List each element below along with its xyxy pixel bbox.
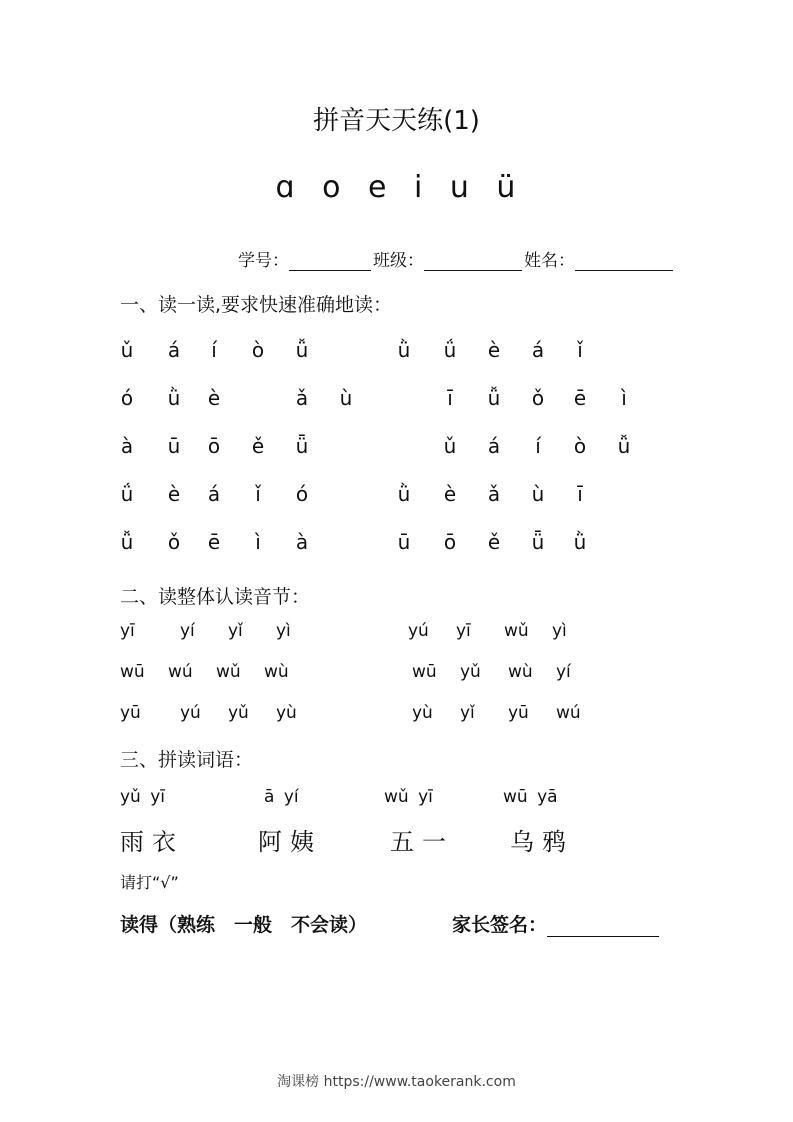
tone-syllable: ē	[207, 530, 221, 554]
word-hanzi: 雨衣	[120, 828, 184, 856]
whole-syllable: yǔ	[228, 703, 249, 723]
name-blank[interactable]	[575, 250, 673, 271]
tone-syllable: ě	[487, 530, 501, 554]
section3-heading: 三、拼读词语：	[120, 749, 254, 771]
tone-syllable: ī	[577, 482, 583, 506]
whole-syllable: wū	[412, 662, 437, 682]
tone-syllable: ǔ	[120, 338, 134, 362]
tone-syllable: ǚ	[120, 530, 134, 554]
word-pinyin: wǔ yī	[384, 787, 433, 807]
tone-syllable: à	[295, 530, 309, 554]
whole-syllable: wú	[556, 703, 581, 723]
whole-syllable: yǐ	[460, 703, 475, 723]
tone-syllable: ǚ	[617, 434, 631, 458]
name-label: 姓名：	[524, 251, 575, 271]
section1-heading: 一、读一读,要求快速准确地读：	[120, 294, 393, 316]
whole-syllable: wú	[168, 662, 193, 682]
tone-syllable: ù	[339, 386, 353, 410]
tone-syllable: è	[207, 386, 221, 410]
tone-syllable: ǚ	[487, 386, 501, 410]
whole-syllable: yǐ	[228, 621, 243, 641]
parent-signature-blank[interactable]	[547, 914, 659, 937]
tone-syllable: í	[211, 338, 217, 362]
tone-syllable: ū	[167, 434, 181, 458]
tone-syllable: ǘ	[120, 482, 134, 506]
tone-syllable: ǚ	[295, 338, 309, 362]
tone-syllable: ǐ	[255, 482, 261, 506]
tone-syllable: ù	[531, 482, 545, 506]
whole-syllable: yú	[180, 703, 201, 723]
tone-syllable: ǒ	[167, 530, 181, 554]
whole-syllable: yù	[276, 703, 297, 723]
class-label: 班级：	[373, 251, 424, 271]
class-blank[interactable]	[424, 250, 522, 271]
tone-syllable: á	[531, 338, 545, 362]
tone-syllable: ě	[251, 434, 265, 458]
word-pinyin: ā yí	[264, 787, 299, 807]
tone-syllable: ǜ	[397, 482, 411, 506]
whole-syllable: yì	[552, 621, 567, 641]
tone-syllable: ì	[255, 530, 261, 554]
word-pinyin: wū yā	[503, 787, 558, 807]
tone-syllable: ǖ	[295, 434, 309, 458]
tone-syllable: à	[120, 434, 134, 458]
word-hanzi: 乌鸦	[510, 828, 574, 856]
tone-syllable: á	[207, 482, 221, 506]
vowel-list: ɑ o e i u ü	[275, 170, 518, 205]
tone-syllable: ǒ	[531, 386, 545, 410]
whole-syllable: wù	[508, 662, 533, 682]
page-title: 拼音天天练(1)	[313, 106, 480, 136]
whole-syllable: wǔ	[216, 662, 241, 682]
parent-signature	[452, 910, 661, 937]
tone-syllable: ǔ	[443, 434, 457, 458]
whole-syllable: yì	[276, 621, 291, 641]
tone-syllable: ē	[573, 386, 587, 410]
tone-syllable: ǜ	[397, 338, 411, 362]
footer-watermark: 淘课榜 https://www.taokerank.com	[277, 1074, 516, 1090]
whole-syllable: wū	[120, 662, 145, 682]
tone-syllable: ū	[397, 530, 411, 554]
tone-syllable: ǖ	[531, 530, 545, 554]
tone-syllable: è	[167, 482, 181, 506]
whole-syllable: yū	[120, 703, 141, 723]
rating-line: 读得（熟练 一般 不会读）	[120, 914, 368, 936]
whole-syllable: yù	[412, 703, 433, 723]
tone-syllable: ǎ	[295, 386, 309, 410]
tone-syllable: ì	[621, 386, 627, 410]
check-prompt: 请打“√”	[120, 873, 179, 892]
whole-syllable: yí	[180, 621, 195, 641]
tone-syllable: á	[167, 338, 181, 362]
tone-syllable: á	[487, 434, 501, 458]
tone-syllable: ǐ	[577, 338, 583, 362]
word-hanzi: 五一	[390, 828, 454, 856]
tone-syllable: ǘ	[443, 338, 457, 362]
section2-heading: 二、读整体认读音节：	[120, 586, 311, 608]
whole-syllable: yí	[556, 662, 571, 682]
whole-syllable: yū	[508, 703, 529, 723]
tone-syllable: ǎ	[487, 482, 501, 506]
whole-syllable: yī	[456, 621, 471, 641]
whole-syllable: wù	[264, 662, 289, 682]
tone-syllable: ō	[207, 434, 221, 458]
whole-syllable: yú	[408, 621, 429, 641]
student-no-blank[interactable]	[289, 250, 371, 271]
student-no-label: 学号：	[238, 251, 289, 271]
word-hanzi: 阿姨	[258, 828, 322, 856]
tone-syllable: ò	[573, 434, 587, 458]
tone-syllable: ō	[443, 530, 457, 554]
tone-syllable: è	[487, 338, 501, 362]
tone-syllable: ó	[295, 482, 309, 506]
student-info-line	[238, 246, 675, 271]
tone-syllable: è	[443, 482, 457, 506]
tone-syllable: ò	[251, 338, 265, 362]
tone-syllable: ó	[120, 386, 134, 410]
whole-syllable: wǔ	[504, 621, 529, 641]
word-pinyin: yǔ yī	[120, 787, 166, 807]
tone-syllable: í	[535, 434, 541, 458]
whole-syllable: yǔ	[460, 662, 481, 682]
parent-signature-label: 家长签名：	[452, 914, 548, 936]
whole-syllable: yī	[120, 621, 135, 641]
tone-syllable: ī	[447, 386, 453, 410]
tone-syllable: ǜ	[573, 530, 587, 554]
tone-syllable: ǜ	[167, 386, 181, 410]
